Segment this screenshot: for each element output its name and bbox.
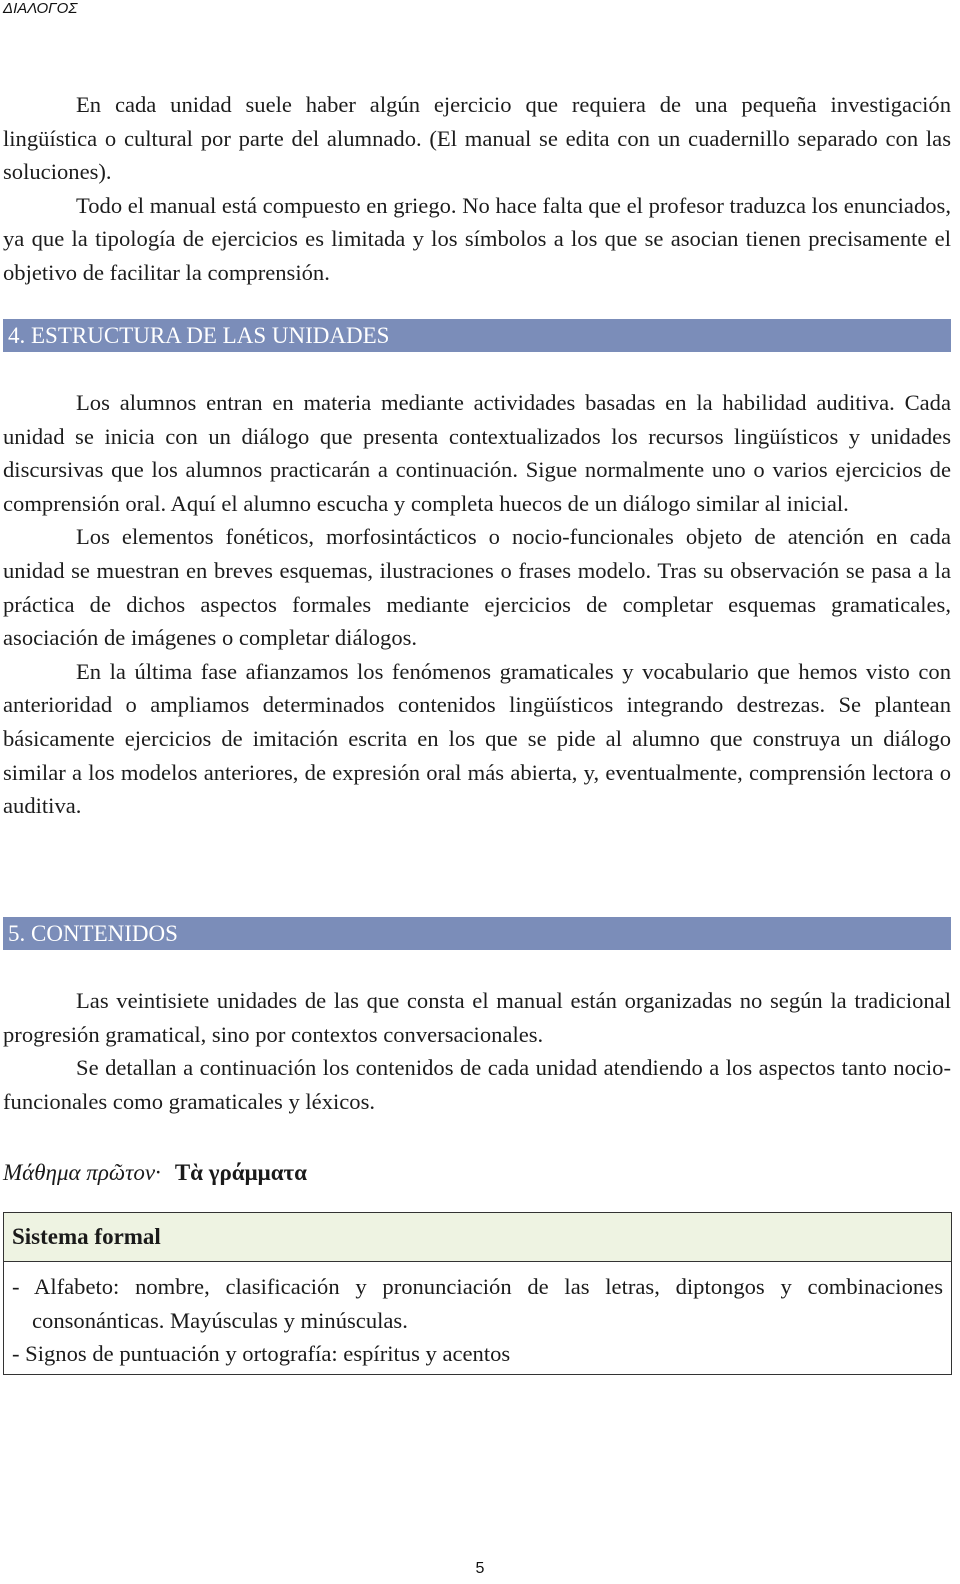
intro-paragraph-1: En cada unidad suele haber algún ejercicio que requiera de una pequeña investigación lingüística o cultural por parte del alumnado. (El manual se edita con un cuadernillo separado con las soluciones).: [3, 92, 951, 185]
lesson-label: Μάθημα πρῶτον·: [3, 1160, 161, 1185]
section-4-paragraph-1: Los alumnos entran en materia mediante actividades basadas en la habilidad auditiva. Cada unidad se inicia con un diálogo que presenta contextualizados los recursos lingüísticos y unidades discursivas que los alumnos practicarán a continuación. Sigue normalmente uno o varios ejercicios de comprensión oral. Aquí el alumno escucha y completa huecos de un diálogo similar al inicial.: [3, 390, 951, 516]
section-4-paragraph-2: Los elementos fonéticos, morfosintácticos o nocio-funcionales objeto de atención en cada unidad se muestran en breves esquemas, ilustraciones o frases modelo. Tras su observación se pasa a la práctica de dichos aspectos formales mediante ejercicios de completar esquemas gramaticales, asociación de imágenes o completar diálogos.: [3, 524, 951, 651]
table-item: - Alfabeto: nombre, clasificación y pronunciación de las letras, diptongos y combinaciones consonánticas. Mayúsculas y minúsculas.: [12, 1274, 943, 1333]
intro-paragraph-2: Todo el manual está compuesto en griego. No hace falta que el profesor traduzca los enunciados, ya que la tipología de ejercicios es limitada y los símbolos a los que se asocian tienen precisamente el objetivo de facilitar la comprensión.: [3, 192, 951, 285]
table-header: Sistema formal: [4, 1213, 951, 1262]
table-body: [4, 1262, 951, 1371]
intro-text: [3, 88, 951, 290]
lesson-title: [3, 1160, 307, 1186]
section-4-heading: 4. ESTRUCTURA DE LAS UNIDADES: [3, 319, 951, 352]
section-5-paragraph-1: Las veintisiete unidades de las que consta el manual están organizadas no según la tradicional progresión gramatical, sino por contextos conversacionales.: [3, 988, 951, 1047]
section-4-paragraph-3: En la última fase afianzamos los fenómenos gramaticales y vocabulario que hemos visto con anterioridad o ampliamos determinados contenidos lingüísticos integrando destrezas. Se plantean básicamente ejercicios de imitación escrita en los que se pide al alumno que construya un diálogo similar a los modelos anteriores, de expresión oral más abierta, y, eventualmente, comprensión lectora o auditiva.: [3, 658, 951, 819]
page-number: 5: [475, 1560, 485, 1577]
section-5-text: [3, 984, 951, 1118]
section-4-text: [3, 386, 951, 823]
contents-table: [3, 1212, 952, 1375]
running-header: ΔΙΑΛΟΓΟΣ: [3, 0, 78, 17]
section-5-heading: 5. CONTENIDOS: [3, 917, 951, 950]
section-5-paragraph-2: Se detallan a continuación los contenidos de cada unidad atendiendo a los aspectos tanto nocio-funcionales como gramaticales y léxicos.: [3, 1055, 951, 1114]
lesson-name: Τὰ γράμματα: [174, 1160, 307, 1185]
table-item: - Signos de puntuación y ortografía: espíritus y acentos: [12, 1341, 511, 1367]
